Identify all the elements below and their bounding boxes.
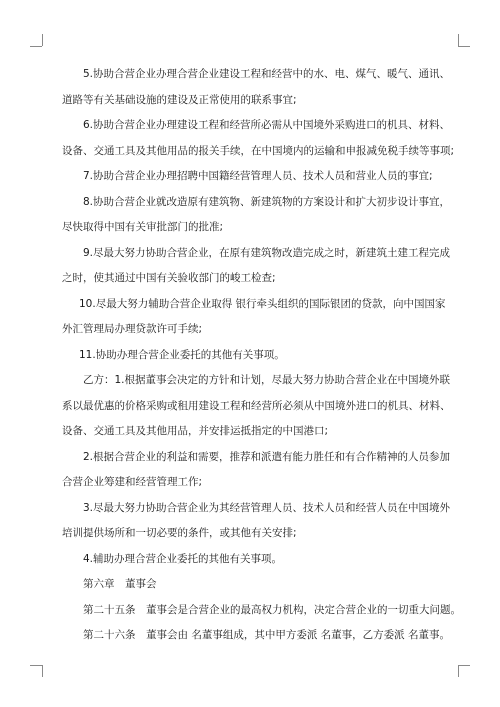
text-line: 3.尽最大努力协助合营企业为其经营管理人员、技术人员和经营人员在中国境外 [83,501,451,514]
chapter-heading: 第六章 董事会 [83,578,157,590]
text-line: 4.辅助办理合营企业委托的其他有关事项。 [83,552,283,565]
text-line: 8.协助合营企业就改造原有建筑物、新建筑物的方案设计和扩大初步设计事宜， [83,195,451,208]
text-line: 2.根据合营企业的利益和需要，推荐和派遣有能力胜任和有合作精神的人员参加 [83,450,451,463]
text-line: 外汇管理局办理贷款许可手续; [62,323,203,335]
text-line: 9.尽最大努力协助合营企业，在原有建筑物改造完成之时，新建筑土建工程完成 [83,246,451,259]
text-line: 培训提供场所和一切必要的条件，或其他有关安排; [62,527,297,539]
document-body [62,62,461,649]
text-line: 系以最优惠的价格采购或租用建设工程和经营所必须从中国境外进口的机具、材料、 [62,399,451,412]
text-line: 合营企业筹建和经营管理工作; [62,476,203,488]
text-line: 7.协助合营企业办理招聘中国籍经营管理人员、技术人员和营业人员的事宜; [83,170,433,182]
text-line: 乙方：1.根据董事会决定的方针和计划，尽最大努力协助合营企业在中国境外联 [83,374,451,386]
text-line: 尽快取得中国有关审批部门的批准; [62,221,224,233]
text-line: 6.协助合营企业办理建设工程和经营所必需从中国境外采购进口的机具、材料、 [83,119,451,131]
text-line: 10.尽最大努力辅助合营企业取得 银行牵头组织的国际银团的贷款，向中国国家 [79,297,446,310]
text-line: 设备、交通工具及其他用品，并安排运抵指定的中国港口; [62,425,329,437]
article-line: 第二十六条 董事会由 名董事组成，其中甲方委派 名董事，乙方委派 名董事。 [83,629,451,641]
text-line: 之时，使其通过中国有关验收部门的峻工检查; [62,272,276,284]
text-line: 11.协助办理合营企业委托的其他有关事项。 [79,348,285,361]
text-line: 5.协助合营企业办理合营企业建设工程和经营中的水、电、煤气、暖气、通讯、 [83,68,451,80]
article-line: 第二十五条 董事会是合营企业的最高权力机构，决定合营企业的一切重大问题。 [83,603,461,616]
text-line: 设备、交通工具及其他用品的报关手续，在中国境内的运输和申报减免税手续等事项; [62,144,455,157]
text-line: 道路等有关基础设施的建设及正常使用的联系事宜; [62,93,297,106]
